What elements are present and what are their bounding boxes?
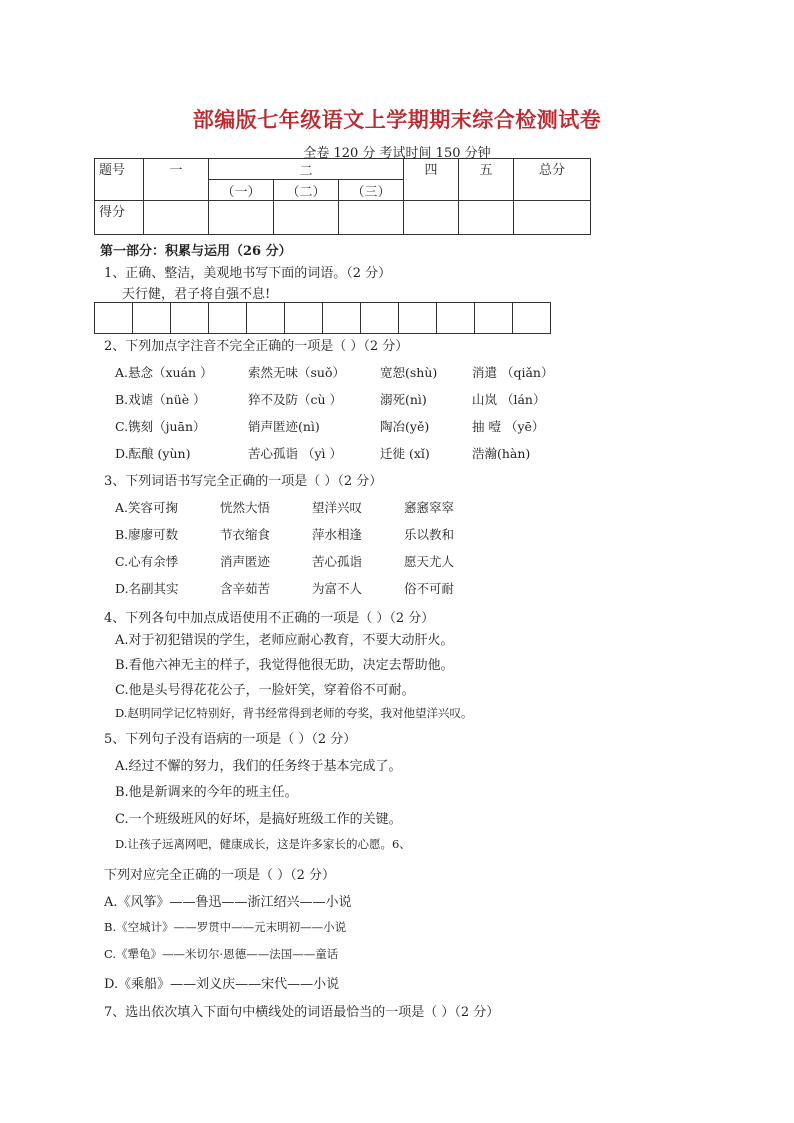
- exam-subtitle: 全卷 120 分 考试时间 150 分钟: [303, 146, 491, 161]
- score-cell[interactable]: [144, 201, 209, 235]
- grid-cell[interactable]: [171, 303, 209, 333]
- q2-option-cell: 猝不及防（cù ）: [248, 392, 343, 407]
- q1-text: 1、正确、整洁，美观地书写下面的词语。（2 分）: [104, 266, 392, 281]
- header-4: 四: [404, 159, 459, 201]
- grid-cell[interactable]: [399, 303, 437, 333]
- q3-option-cell: C.心有余悸: [115, 554, 179, 569]
- score-cell[interactable]: [209, 201, 274, 235]
- part1-heading: 第一部分：积累与运用（26 分）: [100, 244, 292, 259]
- q5-option-d: D.让孩子远离网吧，健康成长，这是许多家长的心愿。6、: [115, 837, 411, 851]
- grid-cell[interactable]: [323, 303, 361, 333]
- q5-option-b: B.他是新调来的今年的班主任。: [115, 785, 298, 800]
- grid-cell[interactable]: [133, 303, 171, 333]
- grid-cell[interactable]: [285, 303, 323, 333]
- subheader-2: （二）: [274, 180, 339, 201]
- q2-option-cell: 溺死(nì): [380, 392, 427, 407]
- header-2: 二: [209, 159, 404, 180]
- header-5: 五: [459, 159, 514, 201]
- q2-option-cell: 苦心孤诣 （yì ）: [248, 446, 343, 461]
- q1-phrase: 天行健，君子将自强不息!: [122, 287, 271, 302]
- exam-title: 部编版七年级语文上学期期末综合检测试卷: [192, 107, 602, 132]
- q3-option-cell: A.笑容可掬: [115, 500, 179, 515]
- q3-option-cell: 消声匿迹: [220, 554, 271, 569]
- subheader-1: （一）: [209, 180, 274, 201]
- q2-option-cell: 消遣 （qiǎn）: [472, 365, 554, 380]
- q2-option-cell: 浩瀚(hàn): [472, 446, 531, 461]
- q3-option-cell: 窸窸窣窣: [404, 500, 455, 515]
- row-label-score: 得分: [95, 201, 144, 235]
- grid-cell[interactable]: [361, 303, 399, 333]
- q2-text: 2、下列加点字注音不完全正确的一项是（ ）（2 分）: [104, 339, 409, 354]
- q3-option-cell: 恍然大悟: [220, 500, 271, 515]
- q4-option-d: D.赵明同学记忆特别好，背书经常得到老师的夸奖，我对他望洋兴叹。: [115, 706, 473, 720]
- q3-option-cell: 节衣缩食: [220, 527, 271, 542]
- q3-text: 3、下列词语书写完全正确的一项是（ ）（2 分）: [104, 474, 383, 489]
- q6-text: 下列对应完全正确的一项是（ ）（2 分）: [104, 868, 336, 883]
- q3-option-cell: 萍水相逢: [312, 527, 363, 542]
- q4-option-b: B.看他六神无主的样子，我觉得他很无助，决定去帮助他。: [115, 658, 454, 673]
- q6-option-a: A.《风筝》——鲁迅——浙江绍兴——小说: [104, 895, 352, 910]
- q3-option-cell: D.名副其实: [115, 581, 179, 596]
- q3-option-cell: B.廖廖可数: [115, 527, 179, 542]
- q7-text: 7、选出依次填入下面句中横线处的词语最恰当的一项是（ ）（2 分）: [104, 1005, 500, 1020]
- subheader-3: （三）: [339, 180, 404, 201]
- q2-option-cell: 迁徙 (xǐ): [380, 446, 430, 461]
- q3-option-cell: 愿天尤人: [404, 554, 455, 569]
- grid-cell[interactable]: [95, 303, 133, 333]
- q6-option-b: B.《空城计》——罗贯中——元末明初——小说: [104, 920, 347, 934]
- q2-option-cell: A.悬念（xuán ）: [115, 365, 213, 380]
- q3-option-cell: 乐以教和: [404, 527, 455, 542]
- score-cell[interactable]: [339, 201, 404, 235]
- q6-option-c: C.《犟龟》——米切尔·恩德——法国——童话: [104, 947, 339, 961]
- q2-option-cell: 陶冶(yě): [380, 419, 430, 434]
- q2-option-cell: B.戏谑（nüè ）: [115, 392, 206, 407]
- q2-option-cell: C.镌刻（juān）: [115, 419, 206, 434]
- score-cell[interactable]: [404, 201, 459, 235]
- q5-option-c: C.一个班级班风的好坏，是搞好班级工作的关键。: [115, 812, 402, 827]
- score-cell[interactable]: [459, 201, 514, 235]
- q4-text: 4、下列各句中加点成语使用不正确的一项是（ ）（2 分）: [104, 611, 435, 626]
- q2-option-cell: 抽 噎 （yē）: [472, 419, 545, 434]
- q4-option-c: C.他是头号得花花公子，一脸奸笑，穿着俗不可耐。: [115, 683, 415, 698]
- header-total: 总分: [514, 159, 591, 201]
- q5-text: 5、下列句子没有语病的一项是（ ）（2 分）: [104, 732, 357, 747]
- writing-grid[interactable]: [94, 302, 551, 334]
- q5-option-a: A.经过不懈的努力，我们的任务终于基本完成了。: [115, 759, 402, 774]
- q3-option-cell: 苦心孤诣: [312, 554, 363, 569]
- score-table: [94, 158, 591, 235]
- grid-cell[interactable]: [475, 303, 513, 333]
- q2-option-cell: D.酝酿 (yùn): [115, 446, 191, 461]
- header-1: 一: [144, 159, 209, 201]
- grid-cell[interactable]: [247, 303, 285, 333]
- q3-option-cell: 含辛茹苦: [220, 581, 271, 596]
- q2-option-cell: 索然无味（suǒ）: [248, 365, 345, 380]
- q3-option-cell: 望洋兴叹: [312, 500, 363, 515]
- grid-cell[interactable]: [437, 303, 475, 333]
- row-label-question: 题号: [95, 159, 144, 201]
- q2-option-cell: 宽恕(shù): [380, 365, 438, 380]
- grid-cell[interactable]: [513, 303, 550, 333]
- q3-option-cell: 俗不可耐: [404, 581, 455, 596]
- q4-option-a: A.对于初犯错误的学生，老师应耐心教育，不要大动肝火。: [115, 633, 454, 648]
- q3-option-cell: 为富不人: [312, 581, 363, 596]
- q2-option-cell: 山岚 （lán）: [472, 392, 546, 407]
- q2-option-cell: 销声匿迹(nì): [248, 419, 320, 434]
- score-cell[interactable]: [514, 201, 591, 235]
- grid-cell[interactable]: [209, 303, 247, 333]
- score-cell[interactable]: [274, 201, 339, 235]
- q6-option-d: D.《乘船》——刘义庆——宋代——小说: [104, 977, 340, 992]
